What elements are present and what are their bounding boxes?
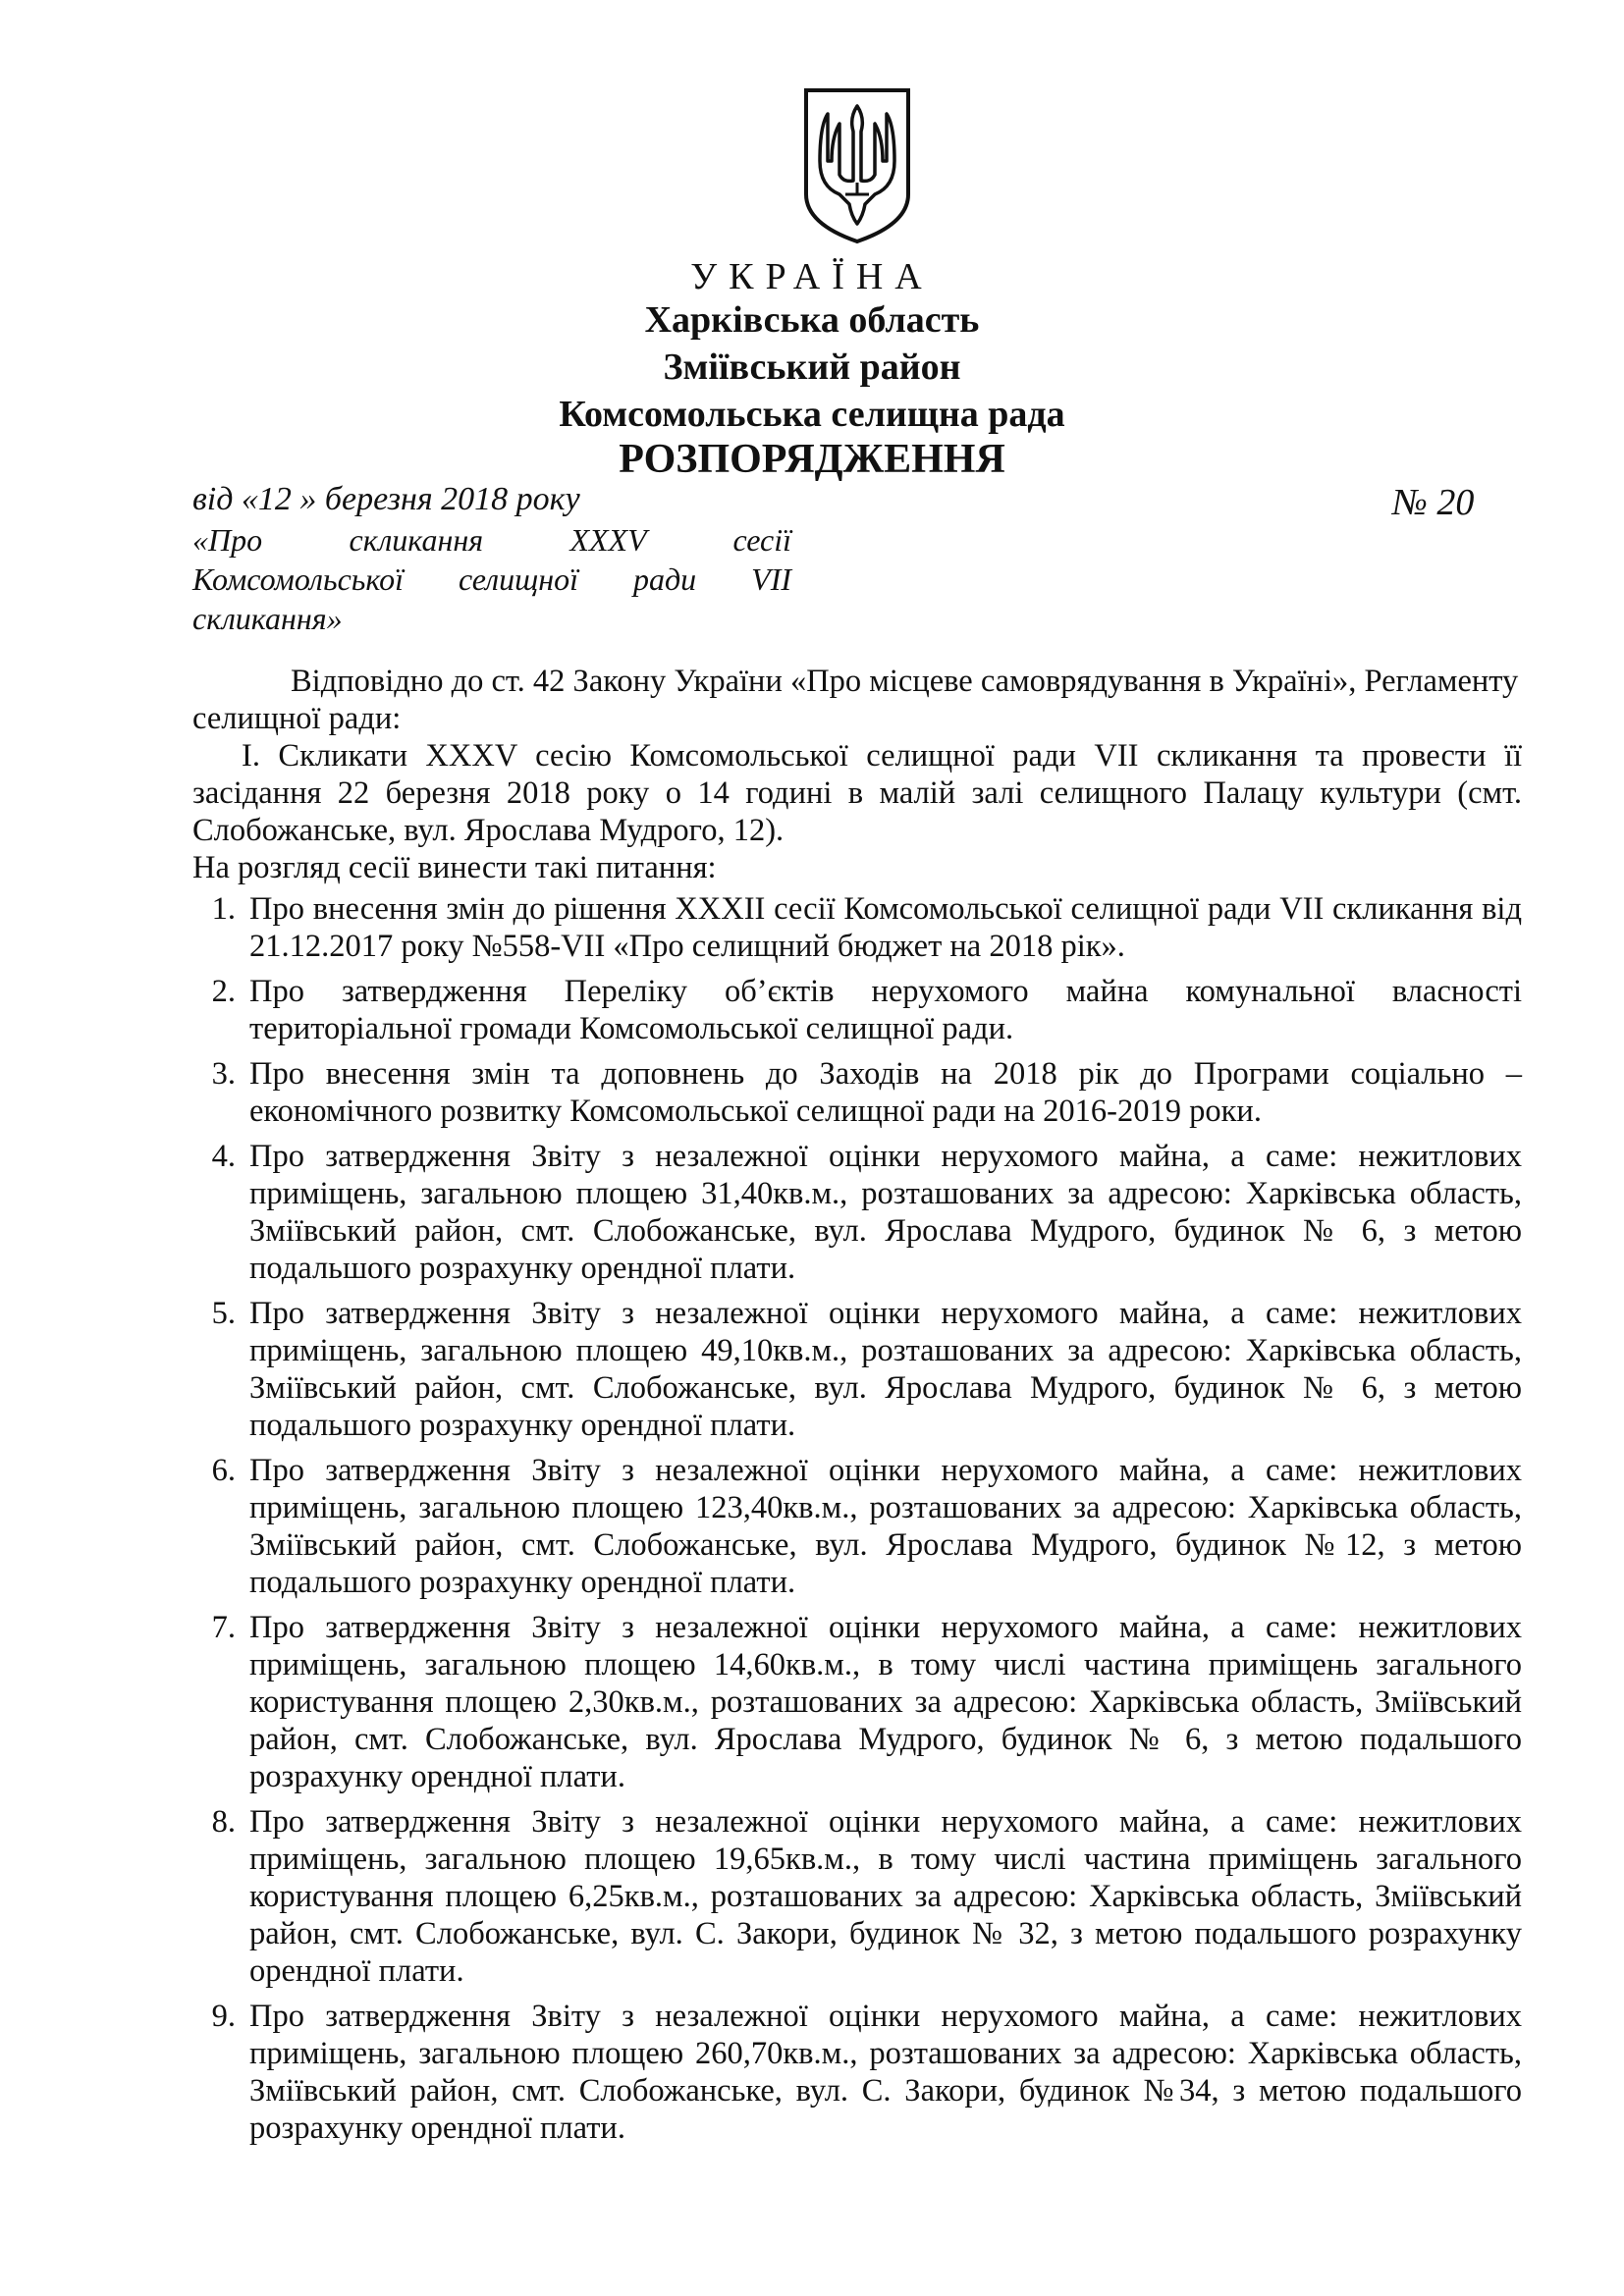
agenda-item-number: 1.: [211, 891, 236, 927]
agenda-item-number: 3.: [211, 1056, 236, 1092]
agenda-item-text: Про затвердження Звіту з незалежної оцінки нерухомого майна, а саме: нежитлових приміщень, загальною площею 260,70кв.м., розташованих за адресою: Харківська область, Зміївський район, смт. Слобожанське, вул. С. Закори, будинок №34, з метою подальшого розрахунку орендної плати.: [249, 1999, 1522, 2146]
agenda-item-number: 6.: [211, 1453, 236, 1488]
document-type: РОЗПОРЯДЖЕННЯ: [619, 437, 1005, 482]
document-subject: [192, 520, 791, 638]
agenda-item-text: Про затвердження Звіту з незалежної оцінки нерухомого майна, а саме: нежитлових приміщень, загальною площею 123,40кв.м., розташованих за адресою: Харківська область, Зміївський район, смт. Слобожанське, вул. Ярослава Мудрого, будинок №12, з метою подальшого розрахунку орендної плати.: [249, 1453, 1522, 1600]
council-name: Комсомольська селищна рада: [559, 394, 1065, 435]
raion-name: Зміївський район: [663, 347, 961, 388]
country-name: УКРАЇНА: [690, 256, 934, 297]
agenda-item-text: Про затвердження Переліку об’єктів нерухомого майна комунальної власності територіальної громади Комсомольської селищної ради.: [249, 974, 1522, 1046]
agenda-item-number: 4.: [211, 1139, 236, 1174]
agenda-item-text: Про внесення змін та доповнень до Заходів на 2018 рік до Програми соціально – економічного розвитку Комсомольської селищної ради на 2016-2019 роки.: [249, 1056, 1522, 1129]
agenda-item: [192, 1138, 1522, 1287]
agenda-item: [192, 973, 1522, 1047]
intro-paragraph: Відповідно до ст. 42 Закону України «Про місцеве самоврядування в Україні», Регламенту селищної ради:: [192, 664, 1519, 736]
agenda-item: [192, 1609, 1522, 1795]
oblast-name: Харківська область: [644, 299, 980, 341]
agenda-item: [192, 1055, 1522, 1130]
agenda-item: [192, 1295, 1522, 1444]
agenda-item-number: 7.: [211, 1610, 236, 1645]
agenda-item: [192, 1452, 1522, 1601]
section-1-paragraph: І. Скликати XXXV сесію Комсомольської селищної ради VII скликання та провести її засідання 22 березня 2018 року о 14 годині в малій залі селищного Палацу культури (смт. Слобожанське, вул. Ярослава Мудрого, 12).: [192, 738, 1522, 848]
agenda-item-text: Про затвердження Звіту з незалежної оцінки нерухомого майна, а саме: нежитлових приміщень, загальною площею 31,40кв.м., розташованих за адресою: Харківська область, Зміївський район, смт. Слобожанське, вул. Ярослава Мудрого, будинок № 6, з метою подальшого розрахунку орендної плати.: [249, 1139, 1522, 1286]
agenda-item-number: 8.: [211, 1804, 236, 1840]
subject-line: Комсомольської селищної ради VII: [192, 561, 791, 597]
agenda-item-text: Про затвердження Звіту з незалежної оцінки нерухомого майна, а саме: нежитлових приміщень, загальною площею 19,65кв.м., в тому числі частина приміщень загального користування площею 6,25кв.м., розташованих за адресою: Харківська область, Зміївський район, смт. Слобожанське, вул. С. Закори, будинок № 32, з метою подальшого розрахунку орендної плати.: [249, 1804, 1522, 1989]
agenda-item-number: 9.: [211, 1999, 236, 2034]
agenda-item-text: Про затвердження Звіту з незалежної оцінки нерухомого майна, а саме: нежитлових приміщень, загальною площею 14,60кв.м., в тому числі частина приміщень загального користування площею 2,30кв.м., розташованих за адресою: Харківська область, Зміївський район, смт. Слобожанське, вул. Ярослава Мудрого, будинок № 6, з метою подальшого розрахунку орендної плати.: [249, 1610, 1522, 1794]
agenda-item-text: Про затвердження Звіту з незалежної оцінки нерухомого майна, а саме: нежитлових приміщень, загальною площею 49,10кв.м., розташованих за адресою: Харківська область, Зміївський район, смт. Слобожанське, вул. Ярослава Мудрого, будинок № 6, з метою подальшого розрахунку орендної плати.: [249, 1296, 1522, 1443]
trident-emblem-icon: [800, 84, 914, 245]
agenda-item-text: Про внесення змін до рішення XXXII сесії Комсомольської селищної ради VII скликання від 21.12.2017 року №558-VII «Про селищний бюджет на 2018 рік».: [249, 891, 1522, 964]
document-date: від «12 » березня 2018 року: [192, 481, 580, 517]
agenda-intro: На розгляд сесії винести такі питання:: [192, 850, 717, 885]
agenda-item: [192, 1998, 1522, 2147]
agenda-item: [192, 890, 1522, 965]
agenda-item-number: 2.: [211, 974, 236, 1009]
agenda-item: [192, 1803, 1522, 1990]
document-number: № 20: [1392, 482, 1475, 523]
agenda-item-number: 5.: [211, 1296, 236, 1331]
agenda-list: [192, 890, 1522, 2147]
subject-line: «Про скликання XXXV сесії: [192, 522, 791, 558]
subject-line: скликання»: [192, 601, 343, 636]
document-body: [192, 663, 1522, 2155]
